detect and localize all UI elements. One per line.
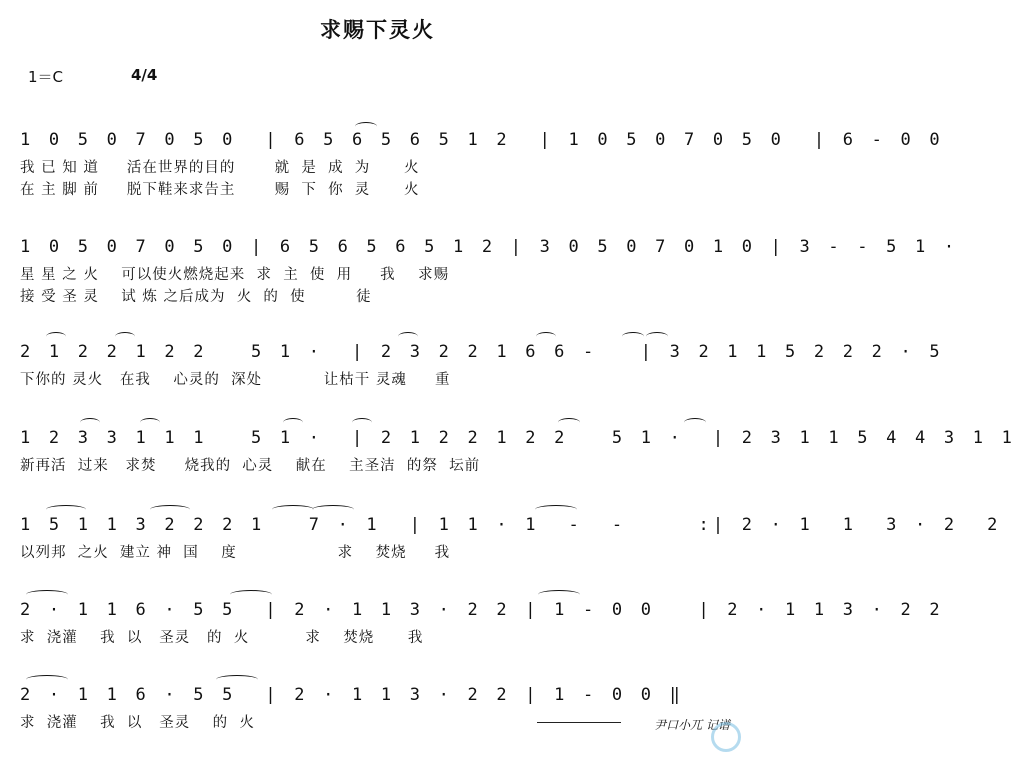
slur [646, 332, 668, 341]
song-title: 求赐下灵火 [320, 17, 435, 42]
slur [622, 332, 644, 341]
lyrics-verse-1: 星 星 之 火 可以使火燃烧起来 求 主 使 用 我 求赐 [20, 267, 450, 283]
slur [536, 332, 556, 341]
slur [684, 418, 706, 427]
slur [26, 675, 68, 684]
notation-line: 2 · 1 1 6 · 5 5 | 2 · 1 1 3 · 2 2 | 1 - 0 0 ‖ [20, 685, 685, 705]
slur [352, 418, 372, 427]
slur [535, 505, 577, 514]
slur [398, 332, 418, 341]
lyrics-verse-1: 下你的 灵火 在我 心灵的 深处 让枯干 灵魂 重 [20, 372, 451, 388]
slur [26, 590, 68, 599]
slur [355, 122, 377, 131]
transcriber-credit: 尹口小兀 记谱 [654, 718, 730, 732]
slur [140, 418, 160, 427]
slur [80, 418, 100, 427]
score-system-1 [0, 130, 944, 210]
lyrics-verse-2: 接 受 圣 灵 试 炼 之后成为 火 的 使 徒 [20, 289, 372, 305]
slur [216, 675, 258, 684]
slur [115, 332, 135, 341]
score-system-4 [0, 428, 1016, 508]
notation-line: 1 5 1 1 3 2 2 2 1 7 · 1 | 1 1 · 1 - - :| 2 · 1 1 3 · 2 2 [20, 515, 1002, 535]
score-system-5 [0, 515, 1002, 595]
lyrics-verse-1: 求 浇灌 我 以 圣灵 的 火 [20, 715, 255, 731]
notation-line: 1 0 5 0 7 0 5 0 | 6 5 6 5 6 5 1 2 | 3 0 5 0 7 0 1 0 | 3 - - 5 1 · [20, 237, 959, 257]
watermark-logo-icon [711, 722, 741, 752]
notation-line: 1 0 5 0 7 0 5 0 | 6 5 6 5 6 5 1 2 | 1 0 5 0 7 0 5 0 | 6 - 0 0 [20, 130, 944, 150]
lyrics-verse-2: 在 主 脚 前 脱下鞋来求告主 赐 下 你 灵 火 [20, 182, 420, 198]
score-system-6 [0, 600, 944, 680]
lyrics-verse-1: 我 已 知 道 活在世界的目的 就 是 成 为 火 [20, 160, 420, 176]
score-system-2 [0, 237, 959, 317]
time-signature: 4/4 [131, 66, 158, 84]
lyrics-verse-1: 以列邦 之火 建立 神 国 度 求 焚烧 我 [20, 545, 451, 561]
key-signature: 1＝C [28, 68, 64, 86]
score-system-3 [0, 342, 944, 422]
slur [46, 505, 86, 514]
slur [272, 505, 314, 514]
slur [46, 332, 66, 341]
slur [538, 590, 580, 599]
notation-line: 2 · 1 1 6 · 5 5 | 2 · 1 1 3 · 2 2 | 1 - 0 0 | 2 · 1 1 3 · 2 2 [20, 600, 944, 620]
slur [230, 590, 272, 599]
credit-divider [537, 722, 621, 723]
slur [283, 418, 303, 427]
slur [312, 505, 354, 514]
lyrics-verse-1: 新再活 过来 求焚 烧我的 心灵 献在 主圣洁 的祭 坛前 [20, 458, 481, 474]
slur [150, 505, 190, 514]
score-system-7 [0, 685, 755, 765]
notation-line: 2 1 2 2 1 2 2 5 1 · | 2 3 2 2 1 6 6 - | 3 2 1 1 5 2 2 2 · 5 [20, 342, 944, 362]
notation-line: 1 2 3 3 1 1 1 5 1 · | 2 1 2 2 1 2 2 5 1 · | 2 3 1 1 5 4 4 3 1 1 [20, 428, 1016, 448]
slur [558, 418, 580, 427]
lyrics-verse-1: 求 浇灌 我 以 圣灵 的 火 求 焚烧 我 [20, 630, 424, 646]
